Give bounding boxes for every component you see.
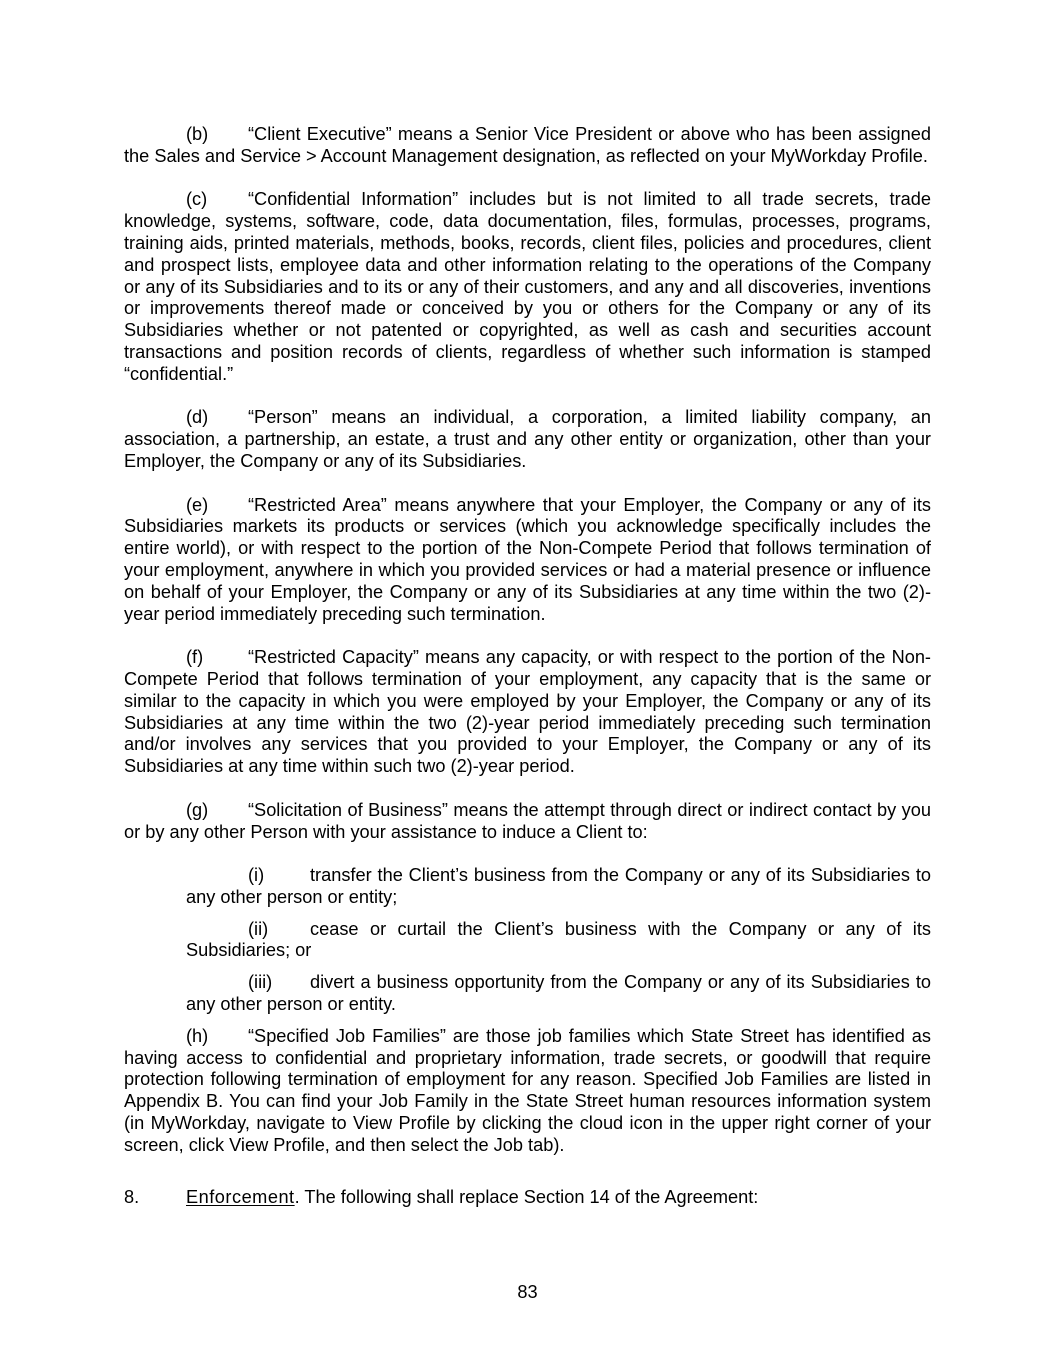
sub-item-label: (ii) — [248, 918, 269, 939]
definition-g-ii — [186, 919, 931, 963]
definition-c — [124, 189, 931, 385]
definition-g-iii — [186, 972, 931, 1016]
definition-text: “Restricted Area” means anywhere that your Employer, the Company or any of its Subsidiaries markets its products or services (which you acknowledge specifically includes the entire world), or with respect to the portion of the Non-Compete Period that follows termination of your employment, anywhere in which you provided services or had a material presence or influence on behalf of your Employer, the Company or any of its Subsidiaries at any time within the two (2)-year period immediately preceding such termination. — [124, 494, 931, 624]
definition-text: “Solicitation of Business” means the attempt through direct or indirect contact by you or by any other Person with your assistance to induce a Client to: — [124, 799, 931, 842]
definition-label: (h) — [186, 1025, 209, 1046]
definition-e — [124, 495, 931, 626]
definition-label: (d) — [186, 407, 209, 428]
document-page — [124, 124, 931, 1227]
section-heading: Enforcement — [186, 1186, 295, 1207]
definition-text: “Confidential Information” includes but is not limited to all trade secrets, trade knowledge, systems, software, code, data documentation, files, formulas, processes, programs, training aids, printed materials, methods, books, records, client files, policies and procedures, client and prospect lists, employee data and other information relating to the operations of the Company or any of its Subsidiaries and to its or any of their customers, and any and all discoveries, inventions or improvements thereof made or conceived by you or others for the Company or any of its Subsidiaries whether or not patented or copyrighted, as well as cash and securities account transactions and position records of clients, regardless of whether such information is stamped “confidential.” — [124, 189, 931, 384]
section-8 — [124, 1187, 931, 1209]
sub-item-label: (i) — [248, 865, 265, 886]
definition-label: (g) — [186, 799, 209, 820]
definition-g-i — [186, 865, 931, 909]
section-number: 8. — [124, 1186, 140, 1207]
sub-item-text: transfer the Client’s business from the Company or any of its Subsidiaries to any other person or entity; — [186, 865, 931, 907]
definition-text: “Specified Job Families” are those job families which State Street has identified as having access to confidential and proprietary information, trade secrets, or goodwill that require protection following termination of employment for any reason. Specified Job Families are listed in Appendix B. You can find your Job Family in the State Street human resources information system (in MyWorkday, navigate to View Profile by clicking the cloud icon in the upper right corner of your screen, click View Profile, and then select the Job tab). — [124, 1025, 931, 1155]
section-text: . The following shall replace Section 14 of the Agreement: — [294, 1186, 759, 1207]
definition-f — [124, 647, 931, 778]
page-number: 83 — [517, 1282, 538, 1302]
definition-label: (c) — [186, 189, 208, 210]
definition-text: “Person” means an individual, a corporation, a limited liability company, an association, a partnership, an estate, a trust and any other entity or organization, other than your Employer, the Company or any of its Subsidiaries. — [124, 407, 931, 471]
definition-h — [124, 1026, 931, 1157]
sub-item-text: divert a business opportunity from the Company or any of its Subsidiaries to any other person or entity. — [186, 972, 931, 1015]
definition-b — [124, 124, 931, 168]
definition-d — [124, 407, 931, 472]
definition-label: (e) — [186, 494, 209, 515]
definition-text: “Client Executive” means a Senior Vice President or above who has been assigned the Sales and Service > Account Management designation, as reflected on your MyWorkday Profile. — [124, 124, 931, 166]
sub-item-label: (iii) — [248, 972, 273, 993]
definition-g — [124, 800, 931, 844]
sub-item-text: cease or curtail the Client’s business with the Company or any of its Subsidiaries; or — [186, 918, 931, 961]
definition-label: (f) — [186, 647, 204, 668]
definition-label: (b) — [186, 124, 209, 144]
definition-text: “Restricted Capacity” means any capacity, or with respect to the portion of the Non-Compete Period that follows termination of your employment, any capacity that is the same or similar to the capacity in which you were employed by your Employer, the Company or any of its Subsidiaries at any time within the two (2)-year period immediately preceding such termination and/or involves any services that you provided to your Employer, the Company or any of its Subsidiaries at any time within such two (2)-year period. — [124, 647, 931, 777]
